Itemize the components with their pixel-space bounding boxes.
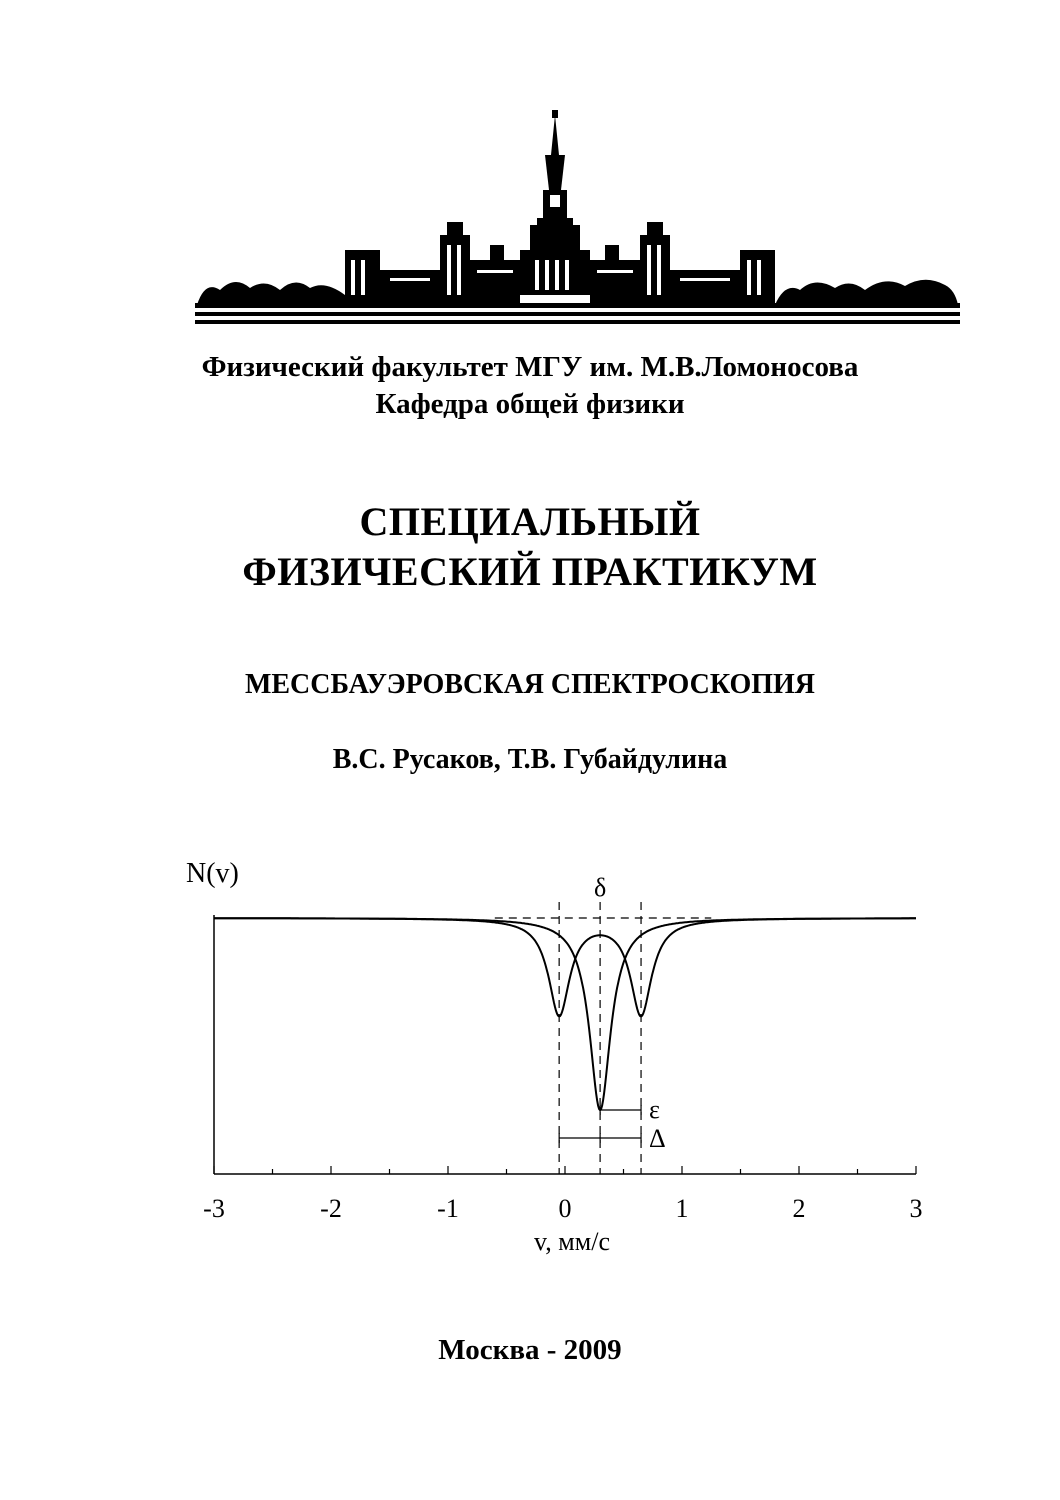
x-tick-label: -2: [320, 1194, 342, 1223]
msu-building-emblem: [195, 110, 960, 325]
x-tick-label: 0: [558, 1194, 572, 1223]
mossbauer-spectrum-chart: [150, 840, 950, 1270]
authors: В.С. Русаков, Т.В. Губайдулина: [332, 744, 728, 775]
title-line-2: ФИЗИЧЕСКИЙ ПРАКТИКУМ: [242, 549, 818, 594]
x-tick-label: -1: [437, 1194, 459, 1223]
x-tick-label: 3: [909, 1194, 923, 1223]
x-tick-label: 1: [675, 1194, 689, 1223]
document-title: [0, 497, 1060, 597]
epsilon-label: ε: [649, 1095, 660, 1124]
y-axis-label: N(v): [186, 858, 239, 889]
faculty-heading: Физический факультет МГУ им. М.В.Ломоносова: [201, 351, 859, 383]
department-heading: Кафедра общей физики: [375, 388, 685, 420]
x-tick-label: -3: [203, 1194, 225, 1223]
singlet-curve: [214, 918, 916, 1110]
title-line-1: СПЕЦИАЛЬНЫЙ: [359, 499, 701, 544]
x-tick-label: 2: [792, 1194, 806, 1223]
doublet-curve: [214, 918, 916, 1016]
isomer-shift-label: δ: [593, 873, 607, 902]
quadrupole-splitting-label: Δ: [649, 1124, 666, 1153]
x-axis-label: v, мм/с: [534, 1227, 610, 1256]
document-subtitle: МЕССБАУЭРОВСКАЯ СПЕКТРОСКОПИЯ: [244, 669, 816, 700]
city-year: Москва - 2009: [438, 1334, 622, 1366]
